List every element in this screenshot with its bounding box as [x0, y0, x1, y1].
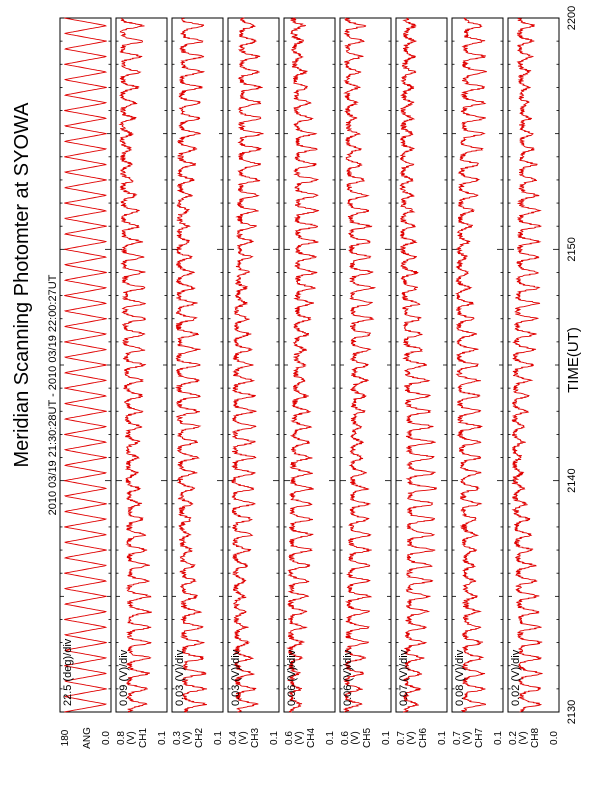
trace-ch7 — [456, 18, 487, 712]
y-tick-label-min: 0.1 — [493, 731, 504, 745]
y-tick-label-max: 0.7 — [452, 731, 463, 745]
panel-unit-label: (V) — [126, 731, 137, 745]
x-tick-label: 2130 — [566, 699, 578, 725]
panel-unit-label: (V) — [238, 731, 249, 745]
panel-ch2 — [172, 18, 224, 748]
y-tick-label-max: 0.6 — [340, 731, 351, 745]
chart-subtitle: 2010 03/19 21:30:28UT - 2010 03/19 22:00:27UT — [47, 274, 59, 516]
panel-frame — [508, 18, 559, 712]
trace-ch6 — [400, 18, 437, 712]
y-tick-label-min: 0.1 — [325, 731, 336, 745]
x-tick-label: 2200 — [566, 5, 578, 31]
x-axis-label: TIME(UT) — [565, 327, 582, 393]
panel-ch5 — [340, 18, 392, 748]
trace-ch4 — [288, 18, 318, 712]
panel-ch6 — [396, 18, 448, 748]
panel-ang — [60, 18, 112, 749]
trace-ch8 — [512, 18, 543, 712]
chart-title: Meridian Scanning Photomter at SYOWA — [11, 102, 33, 468]
y-tick-label-max: 0.7 — [396, 731, 407, 745]
panel-unit-label: (V) — [406, 731, 417, 745]
y-tick-label-max: 0.3 — [172, 731, 183, 745]
y-tick-label-min: 0.1 — [157, 731, 168, 745]
panel-ch4 — [284, 18, 336, 748]
panel-scale-label: 0.03 (V)/div — [230, 649, 242, 706]
panel-ch8 — [508, 18, 560, 748]
x-tick-label: 2140 — [566, 468, 578, 493]
y-tick-label-max: 0.8 — [116, 731, 127, 745]
panel-channel-label: CH1 — [138, 727, 149, 749]
subtitle-group — [47, 274, 59, 515]
x-tick-label: 2150 — [566, 237, 578, 262]
panels-group — [60, 18, 560, 749]
panel-scale-label: 0.03 (V)/div — [174, 649, 186, 706]
y-tick-label-min: 0.0 — [101, 731, 112, 745]
panel-scale-label: 0.06 (V)/div — [286, 649, 298, 706]
panel-ch3 — [228, 18, 280, 748]
y-tick-label-min: 0.1 — [381, 731, 392, 745]
y-tick-label-max: 0.4 — [228, 731, 239, 745]
panel-channel-label: CH7 — [474, 727, 485, 749]
panel-unit-label: (V) — [518, 731, 529, 745]
panel-scale-label: 0.09 (V)/div — [118, 649, 130, 706]
panel-unit-label: (V) — [462, 731, 473, 745]
panel-unit-label: (V) — [182, 731, 193, 745]
panel-ch1 — [116, 18, 168, 748]
panel-channel-label: CH6 — [418, 727, 429, 749]
panel-scale-label: 0.08 (V)/div — [454, 649, 466, 706]
trace-ch1 — [120, 18, 152, 712]
panel-channel-label: CH2 — [194, 727, 205, 749]
panel-scale-label: 0.06 (V)/div — [342, 649, 354, 706]
panel-ch7 — [452, 18, 504, 748]
trace-ch2 — [176, 18, 207, 712]
y-tick-label-min: 0.1 — [437, 731, 448, 745]
panel-channel-label: CH5 — [362, 727, 373, 749]
panel-unit-label: (V) — [350, 731, 361, 745]
trace-ch5 — [344, 18, 374, 712]
y-tick-label-max: 0.2 — [508, 731, 519, 745]
panel-channel-label: CH8 — [530, 727, 541, 749]
xlabel-group — [565, 327, 582, 393]
panel-scale-label: 0.07 (V)/div — [398, 649, 410, 706]
y-tick-label-min: 0.1 — [269, 731, 280, 745]
title-group — [11, 102, 33, 468]
trace-ch3 — [232, 18, 264, 712]
panel-frame — [172, 18, 223, 712]
y-tick-label-max: 0.6 — [284, 731, 295, 745]
panel-channel-label: ANG — [82, 727, 93, 749]
y-tick-label-min: 0.0 — [549, 731, 560, 745]
panel-channel-label: CH4 — [306, 727, 317, 749]
y-tick-label-min: 0.1 — [213, 731, 224, 745]
panel-scale-label: 22.5 (deg)/div — [62, 638, 74, 706]
panel-frame — [284, 18, 335, 712]
panel-scale-label: 0.02 (V)/div — [510, 649, 522, 706]
panel-unit-label: (V) — [294, 731, 305, 745]
trace-ang — [64, 18, 106, 712]
panel-channel-label: CH3 — [250, 727, 261, 749]
y-tick-label-max: 180 — [60, 729, 71, 747]
